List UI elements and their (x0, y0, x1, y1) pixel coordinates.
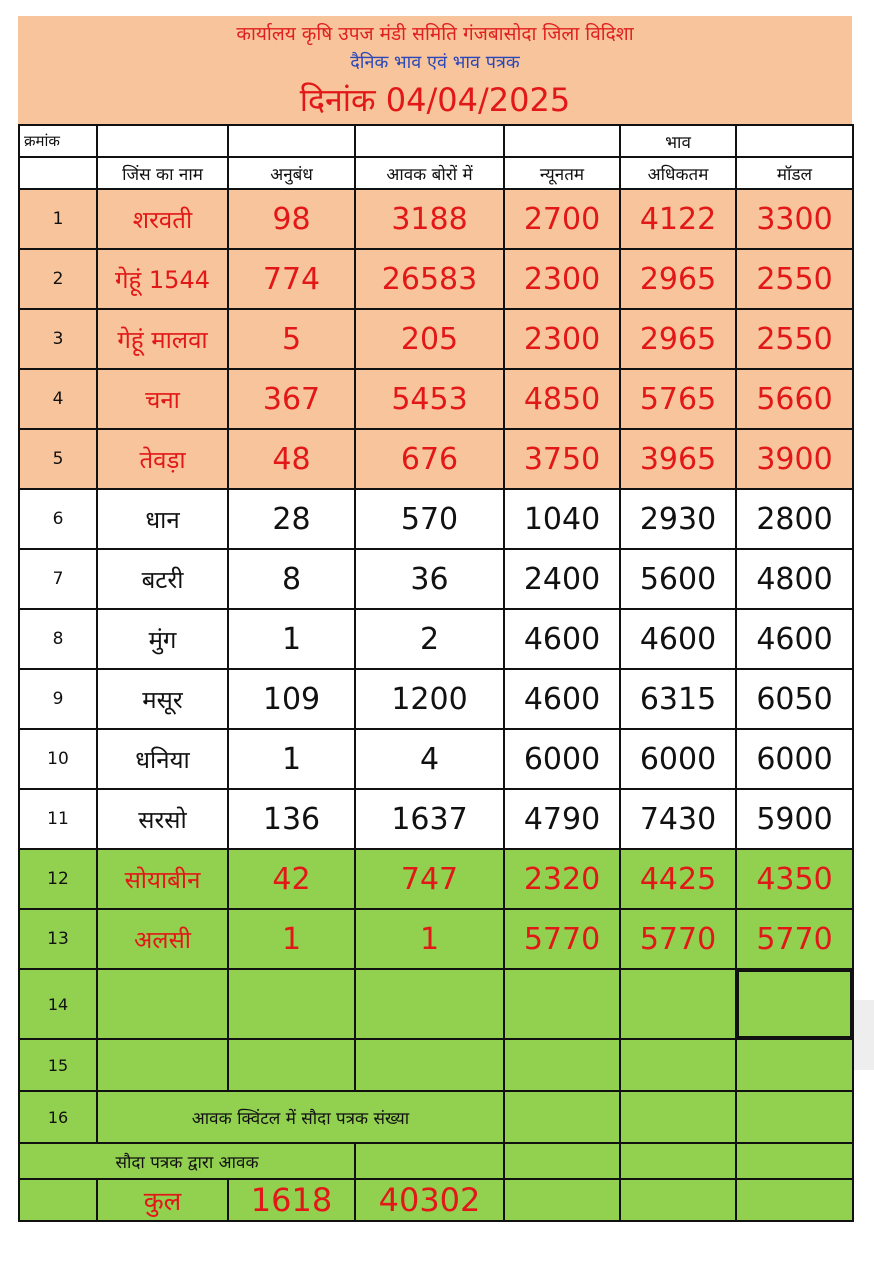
table-row (19, 549, 853, 609)
max-price[interactable]: 3965 (620, 429, 736, 489)
empty-cell[interactable] (504, 1179, 620, 1221)
contract-qty[interactable]: 8 (228, 549, 355, 609)
empty-cell[interactable] (228, 1039, 355, 1091)
commodity-name[interactable]: अलसी (97, 909, 228, 969)
empty-cell[interactable] (19, 1179, 97, 1221)
contract-qty[interactable]: 5 (228, 309, 355, 369)
min-price[interactable]: 2400 (504, 549, 620, 609)
empty-cell[interactable] (620, 1179, 736, 1221)
left-margin (0, 0, 18, 1280)
margin-shade (852, 1000, 874, 1070)
empty-cell[interactable] (19, 157, 97, 189)
row-sr[interactable]: 3 (19, 309, 97, 369)
table-row (19, 729, 853, 789)
row-sr[interactable]: 16 (19, 1091, 97, 1143)
model-price[interactable]: 6000 (736, 729, 853, 789)
empty-cell[interactable] (97, 125, 228, 157)
max-price[interactable]: 5770 (620, 909, 736, 969)
table-row (19, 369, 853, 429)
empty-cell[interactable] (504, 1039, 620, 1091)
min-price[interactable]: 5770 (504, 909, 620, 969)
min-price[interactable]: 4600 (504, 609, 620, 669)
empty-cell[interactable] (620, 1039, 736, 1091)
right-margin (852, 0, 874, 1280)
model-price[interactable]: 6050 (736, 669, 853, 729)
min-price[interactable]: 2700 (504, 189, 620, 249)
empty-cell[interactable] (355, 1039, 504, 1091)
model-price[interactable]: 2550 (736, 309, 853, 369)
max-price[interactable]: 2930 (620, 489, 736, 549)
max-price[interactable]: 2965 (620, 309, 736, 369)
min-price[interactable]: 4790 (504, 789, 620, 849)
office-title: कार्यालय कृषि उपज मंडी समिति गंजबासोदा जिला विदिशा (236, 23, 634, 45)
col-max-header[interactable]: अधिकतम (620, 157, 736, 189)
row-sr[interactable]: 10 (19, 729, 97, 789)
max-price[interactable]: 5765 (620, 369, 736, 429)
contract-qty[interactable]: 1 (228, 909, 355, 969)
table-row (19, 489, 853, 549)
total-contract[interactable]: 1618 (228, 1179, 355, 1221)
commodity-name[interactable]: सोयाबीन (97, 849, 228, 909)
sheet-header (18, 16, 852, 124)
arrival-bags[interactable]: 2 (355, 609, 504, 669)
contract-qty[interactable]: 136 (228, 789, 355, 849)
min-price[interactable]: 3750 (504, 429, 620, 489)
table-row-17 (19, 1143, 853, 1179)
sheet-date: दिनांक 04/04/2025 (299, 81, 571, 119)
table-row-14 (19, 969, 853, 1039)
arrival-bags[interactable]: 26583 (355, 249, 504, 309)
contract-qty[interactable]: 48 (228, 429, 355, 489)
row-sr[interactable]: 4 (19, 369, 97, 429)
empty-cell[interactable] (228, 125, 355, 157)
contract-qty[interactable]: 28 (228, 489, 355, 549)
sheet-subtitle: दैनिक भाव एवं भाव पत्रक (350, 52, 520, 73)
commodity-name[interactable]: गेहूं मालवा (97, 309, 228, 369)
arrival-bags[interactable]: 5453 (355, 369, 504, 429)
table-row (19, 249, 853, 309)
commodity-name[interactable]: सरसो (97, 789, 228, 849)
model-price[interactable]: 4600 (736, 609, 853, 669)
model-price[interactable]: 5770 (736, 909, 853, 969)
min-price[interactable]: 4600 (504, 669, 620, 729)
contract-qty[interactable]: 774 (228, 249, 355, 309)
max-price[interactable]: 4425 (620, 849, 736, 909)
commodity-name[interactable]: शरवती (97, 189, 228, 249)
table-row-15 (19, 1039, 853, 1091)
arrival-bags[interactable]: 676 (355, 429, 504, 489)
table-row (19, 789, 853, 849)
deal-arrival-note-cell[interactable]: सौदा पत्रक द्वारा आवक (19, 1143, 355, 1179)
price-table (18, 124, 854, 1222)
min-price[interactable]: 6000 (504, 729, 620, 789)
table-row (19, 429, 853, 489)
row-sr[interactable]: 13 (19, 909, 97, 969)
model-price[interactable]: 3300 (736, 189, 853, 249)
arrival-bags[interactable]: 1200 (355, 669, 504, 729)
model-price[interactable]: 4350 (736, 849, 853, 909)
commodity-name[interactable]: मुंग (97, 609, 228, 669)
row-sr[interactable]: 11 (19, 789, 97, 849)
commodity-name[interactable]: तेवड़ा (97, 429, 228, 489)
contract-qty[interactable]: 367 (228, 369, 355, 429)
max-price[interactable]: 5600 (620, 549, 736, 609)
max-price[interactable]: 2965 (620, 249, 736, 309)
empty-cell[interactable] (736, 1039, 853, 1091)
arrival-bags[interactable]: 1637 (355, 789, 504, 849)
row-sr[interactable]: 14 (19, 969, 97, 1039)
empty-cell[interactable] (355, 125, 504, 157)
model-price[interactable]: 5660 (736, 369, 853, 429)
row-sr[interactable]: 6 (19, 489, 97, 549)
model-price[interactable]: 4800 (736, 549, 853, 609)
col-arrival-header[interactable]: आवक बोरों में (355, 157, 504, 189)
contract-qty[interactable]: 1 (228, 729, 355, 789)
arrival-bags[interactable]: 4 (355, 729, 504, 789)
max-price[interactable]: 7430 (620, 789, 736, 849)
row-sr[interactable]: 5 (19, 429, 97, 489)
table-row (19, 909, 853, 969)
empty-cell[interactable] (355, 1143, 504, 1179)
min-price[interactable]: 4850 (504, 369, 620, 429)
min-price[interactable]: 2300 (504, 309, 620, 369)
empty-cell[interactable] (736, 125, 853, 157)
total-row (19, 1179, 853, 1221)
empty-cell[interactable] (620, 969, 736, 1039)
header-row-1 (19, 125, 853, 157)
empty-cell[interactable] (736, 1143, 853, 1179)
empty-cell[interactable] (504, 1143, 620, 1179)
row-sr[interactable]: 2 (19, 249, 97, 309)
row-sr[interactable]: 12 (19, 849, 97, 909)
max-price[interactable]: 6315 (620, 669, 736, 729)
empty-cell[interactable] (504, 969, 620, 1039)
row-sr[interactable]: 1 (19, 189, 97, 249)
col-model-header[interactable]: मॉडल (736, 157, 853, 189)
col-contract-header[interactable]: अनुबंध (228, 157, 355, 189)
arrival-bags[interactable]: 36 (355, 549, 504, 609)
empty-cell[interactable] (620, 1091, 736, 1143)
header-row-2 (19, 157, 853, 189)
model-price[interactable]: 2550 (736, 249, 853, 309)
table-row (19, 189, 853, 249)
contract-qty[interactable]: 109 (228, 669, 355, 729)
model-price[interactable]: 3900 (736, 429, 853, 489)
model-price[interactable]: 2800 (736, 489, 853, 549)
row-sr[interactable]: 8 (19, 609, 97, 669)
row-sr[interactable]: 9 (19, 669, 97, 729)
commodity-name[interactable]: मसूर (97, 669, 228, 729)
table-row-16 (19, 1091, 853, 1143)
arrival-bags[interactable]: 205 (355, 309, 504, 369)
empty-cell[interactable] (504, 1091, 620, 1143)
max-price[interactable]: 4600 (620, 609, 736, 669)
price-group-header[interactable]: भाव (620, 125, 736, 157)
empty-cell[interactable] (736, 1179, 853, 1221)
selected-cell[interactable] (736, 969, 853, 1039)
arrival-bags[interactable]: 570 (355, 489, 504, 549)
empty-cell[interactable] (736, 1091, 853, 1143)
min-price[interactable]: 2320 (504, 849, 620, 909)
col-sr-header[interactable]: क्रमांक (19, 125, 97, 157)
row-sr[interactable]: 7 (19, 549, 97, 609)
empty-cell[interactable] (97, 969, 228, 1039)
empty-cell[interactable] (620, 1143, 736, 1179)
arrival-note-cell[interactable]: आवक क्विंटल में सौदा पत्रक संख्या (97, 1091, 504, 1143)
model-price[interactable]: 5900 (736, 789, 853, 849)
table-row (19, 669, 853, 729)
max-price[interactable]: 6000 (620, 729, 736, 789)
empty-cell[interactable] (228, 969, 355, 1039)
min-price[interactable]: 1040 (504, 489, 620, 549)
table-row (19, 309, 853, 369)
max-price[interactable]: 4122 (620, 189, 736, 249)
total-label[interactable]: कुल (97, 1179, 228, 1221)
commodity-name[interactable]: गेहूं 1544 (97, 249, 228, 309)
table-row (19, 609, 853, 669)
empty-cell[interactable] (504, 125, 620, 157)
commodity-name[interactable]: चना (97, 369, 228, 429)
total-arrival[interactable]: 40302 (355, 1179, 504, 1221)
min-price[interactable]: 2300 (504, 249, 620, 309)
col-min-header[interactable]: न्यूनतम (504, 157, 620, 189)
empty-cell[interactable] (97, 1039, 228, 1091)
contract-qty[interactable]: 98 (228, 189, 355, 249)
empty-cell[interactable] (355, 969, 504, 1039)
arrival-bags[interactable]: 3188 (355, 189, 504, 249)
commodity-name[interactable]: बटरी (97, 549, 228, 609)
contract-qty[interactable]: 42 (228, 849, 355, 909)
commodity-name[interactable]: धान (97, 489, 228, 549)
arrival-bags[interactable]: 747 (355, 849, 504, 909)
contract-qty[interactable]: 1 (228, 609, 355, 669)
arrival-bags[interactable]: 1 (355, 909, 504, 969)
commodity-name[interactable]: धनिया (97, 729, 228, 789)
row-sr[interactable]: 15 (19, 1039, 97, 1091)
table-row (19, 849, 853, 909)
col-name-header[interactable]: जिंस का नाम (97, 157, 228, 189)
